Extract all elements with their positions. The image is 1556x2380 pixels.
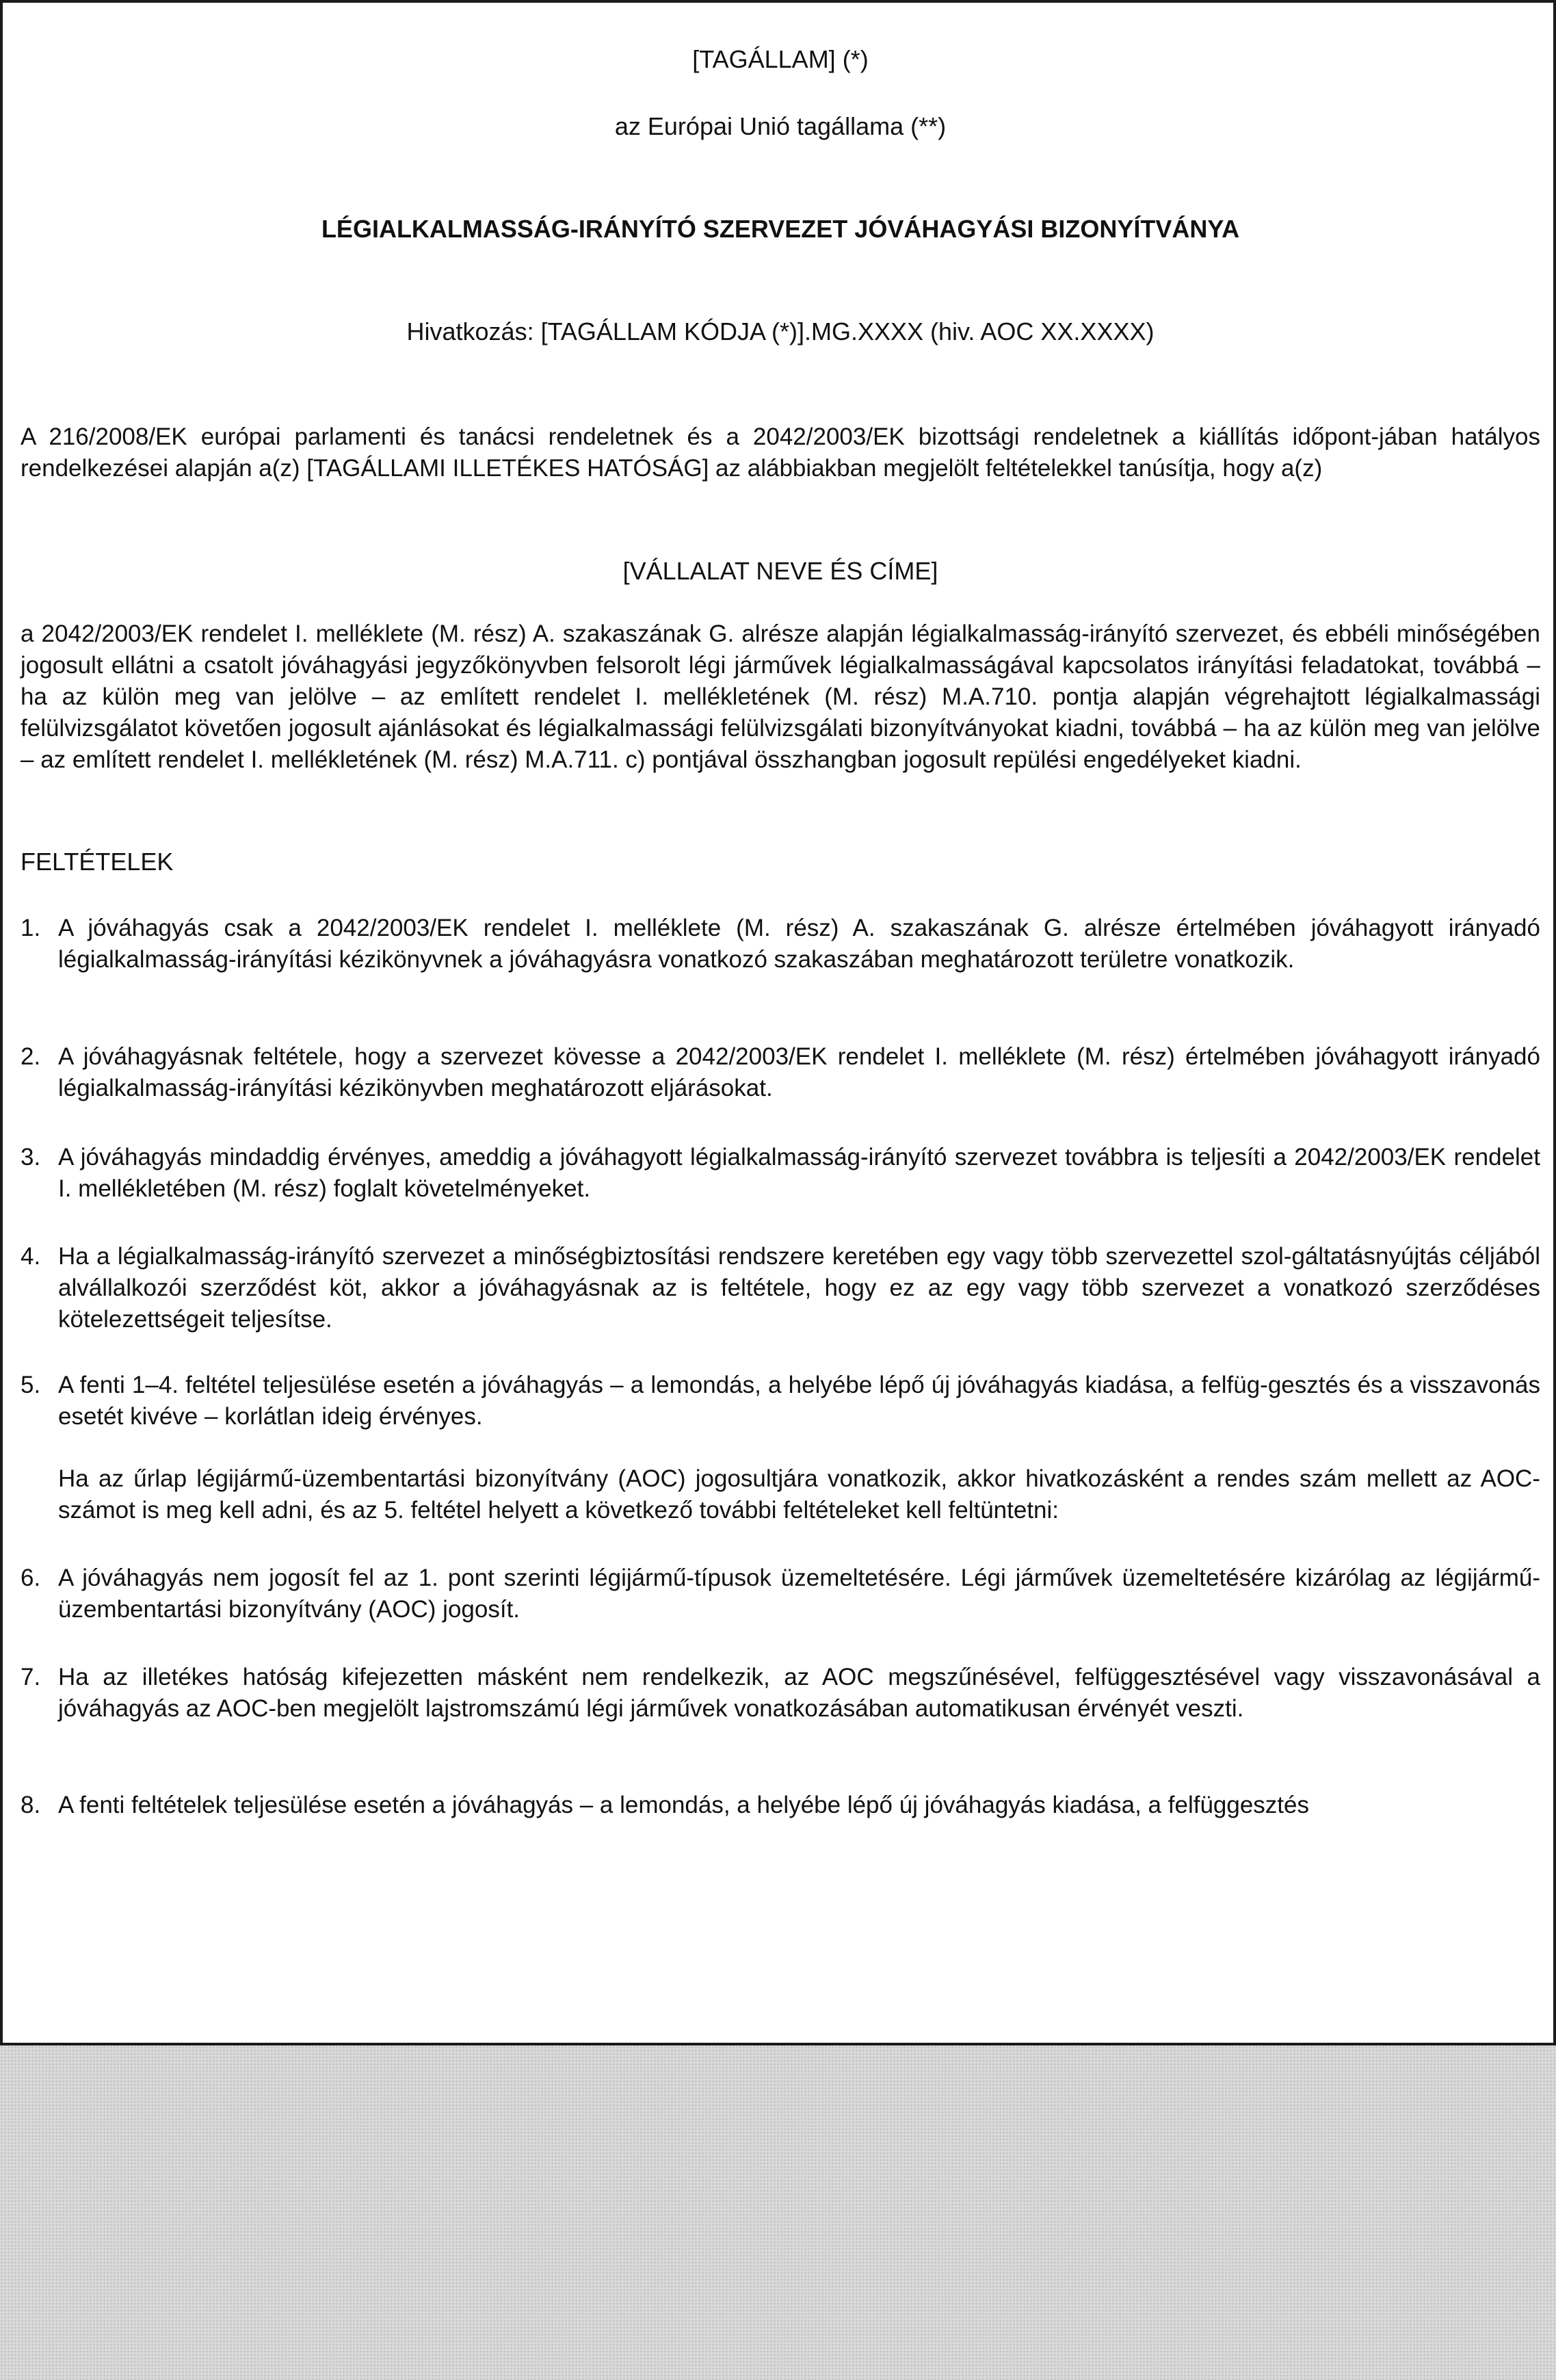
condition-item-6 — [21, 1562, 1540, 1625]
condition-number: 2. — [21, 1043, 41, 1070]
conditions-heading: FELTÉTELEK — [21, 848, 174, 876]
condition-text: A fenti 1–4. feltétel teljesülése esetén a jóváhagyás – a lemondás, a helyébe lépő új jóváhagyás kiadása, a felfüg-gesztés és a visszavonás esetét kivéve – korlátlan ideig érvényes. — [58, 1372, 1540, 1430]
condition-number: 4. — [21, 1243, 41, 1270]
condition-item-1 — [21, 913, 1540, 976]
eu-member-state-line: az Európai Unió tagállama (**) — [614, 112, 947, 140]
condition-number: 7. — [21, 1664, 41, 1690]
member-state-line: [TAGÁLLAM] (*) — [692, 45, 869, 73]
condition-number: 1. — [21, 915, 41, 941]
condition-number: 5. — [21, 1372, 41, 1398]
condition-text: Ha a légialkalmasság-irányító szervezet a minőségbiztosítási rendszere keretében egy vagy több szervezettel szol-gáltatásnyújtás céljából alvállalkozói szerződést köt, akkor a jóváhagyásnak az is feltétele, hogy ez az egy vagy több szervezet a vonatkozó szerződéses kötelezettségeit teljesítse. — [58, 1243, 1540, 1333]
condition-text: Ha az illetékes hatóság kifejezetten másként nem rendelkezik, az AOC megszűnésével, felfüggesztésével vagy visszavonásával a jóváhagyás az AOC-ben megjelölt lajstromszámú légi járművek vonatkozásában automatikusan érvényét veszti. — [58, 1664, 1540, 1722]
intro-paragraph: A 216/2008/EK európai parlamenti és tanácsi rendeletnek és a 2042/2003/EK bizottsági rendeletnek a kiállítás időpont-jában hatályos rendelkezései alapján a(z) [TAGÁLLAMI ILLETÉKES HATÓSÁG] az alábbiakban megjelölt feltételekkel tanúsítja, hogy a(z) — [21, 423, 1540, 482]
certificate-title: LÉGIALKALMASSÁG-IRÁNYÍTÓ SZERVEZET JÓVÁHAGYÁSI BIZONYÍTVÁNYA — [321, 215, 1240, 243]
condition-text: A jóváhagyásnak feltétele, hogy a szervezet kövesse a 2042/2003/EK rendelet I. melléklete (M. rész) értelmében jóváhagyott irányadó légialkalmasság-irányítási kézikönyvben meghatározott eljárásokat. — [58, 1043, 1540, 1101]
condition-item-5 — [21, 1370, 1540, 1433]
condition-text: A jóváhagyás nem jogosít fel az 1. pont szerinti légijármű-típusok üzemeltetésére. Légi járművek üzemeltetésére kizárólag az légijármű-üzembentartási bizonyítvány (AOC) jogosít. — [58, 1565, 1540, 1623]
blank-gray-area — [0, 2045, 1556, 2380]
condition-text: A jóváhagyás mindaddig érvényes, ameddig a jóváhagyott légialkalmasság-irányító szervezet továbbra is teljesíti a 2042/2003/EK rendelet I. mellékletében (M. rész) foglalt követelményeket. — [58, 1144, 1540, 1202]
condition-item-2 — [21, 1041, 1540, 1104]
condition-text: A fenti feltételek teljesülése esetén a jóváhagyás – a lemondás, a helyébe lépő új jóváhagyás kiadása, a felfüggesztés — [58, 1792, 1309, 1818]
condition-item-4 — [21, 1241, 1540, 1335]
condition-item-3 — [21, 1142, 1540, 1205]
condition-number: 6. — [21, 1565, 41, 1591]
reference-line: Hivatkozás: [TAGÁLLAM KÓDJA (*)].MG.XXXX (hiv. AOC XX.XXXX) — [406, 317, 1155, 345]
condition-item-7 — [21, 1662, 1540, 1725]
aoc-note — [21, 1463, 1540, 1526]
condition-number: 8. — [21, 1792, 41, 1818]
company-name-placeholder: [VÁLLALAT NEVE ÉS CÍME] — [622, 557, 938, 585]
scope-paragraph: a 2042/2003/EK rendelet I. melléklete (M. rész) A. szakaszának G. alrésze alapján légialkalmasság-irányító szervezet, és ebbéli minőségében jogosult ellátni a csatolt jóváhagyási jegyzőkönyvben felsorolt légi járművek légialkalmasságával kapcsolatos irányítási feladatokat, továbbá – ha az külön meg van jelölve – az említett rendelet I. mellékletének (M. rész) M.A.710. pontja alapján végrehajtott légialkalmassági felülvizsgálatot követően jogosult ajánlásokat és légialkalmassági felülvizsgálati bizonyítványokat kiadni, továbbá – ha az külön meg van jelölve – az említett rendelet I. mellékletének (M. rész) M.A.711. c) pontjával összhangban jogosult repülési engedélyeket kiadni. — [21, 620, 1540, 773]
condition-item-8 — [21, 1790, 1540, 1821]
condition-text: Ha az űrlap légijármű-üzembentartási bizonyítvány (AOC) jogosultjára vonatkozik, akkor hivatkozásként a rendes szám mellett az AOC-számot is meg kell adni, és az 5. feltétel helyett a következő további feltételeket kell feltüntetni: — [58, 1465, 1540, 1524]
condition-number: 3. — [21, 1144, 41, 1171]
condition-text: A jóváhagyás csak a 2042/2003/EK rendelet I. melléklete (M. rész) A. szakaszának G. alrésze értelmében jóváhagyott irányadó légialkalmasság-irányítási kézikönyvnek a jóváhagyásra vonatkozó szakaszában meghatározott területre vonatkozik. — [58, 915, 1540, 973]
